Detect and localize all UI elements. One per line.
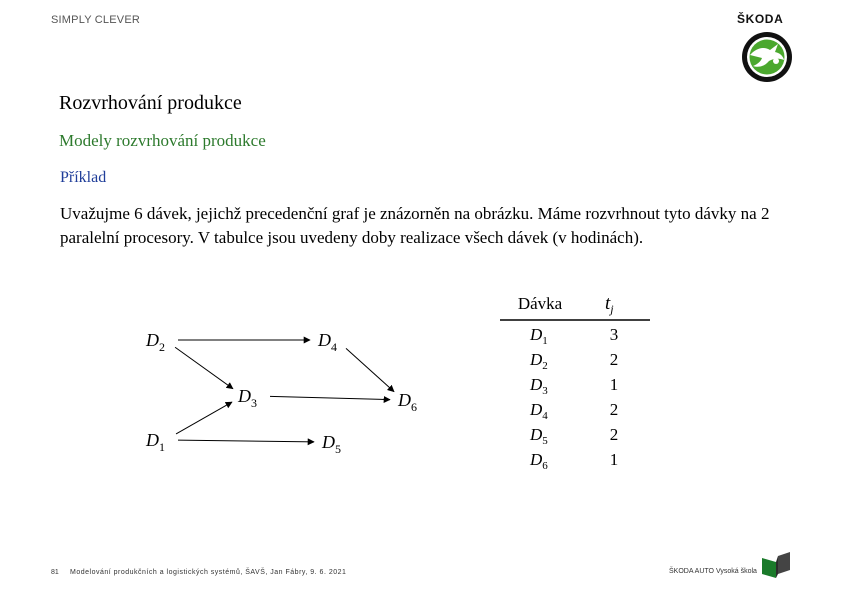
table-time-cell: 1: [609, 450, 619, 469]
footer-brand: ŠKODA AUTO Vysoká škola: [669, 568, 757, 575]
table-batch-cell: $D_6$: [530, 450, 548, 472]
edge-D2-D3: [175, 347, 233, 388]
header-tagline: SIMPLY CLEVER: [51, 14, 141, 26]
table-time-cell: 2: [609, 350, 619, 369]
node-D1: $D_1$: [146, 430, 165, 454]
node-D2: $D_2$: [146, 330, 165, 354]
example-label: Příklad: [60, 169, 107, 186]
table-time-cell: 2: [609, 425, 619, 444]
slide-title: Rozvrhování produkce: [59, 92, 242, 114]
problem-statement: Uvažujme 6 dávek, jejichž precedenční graf je znázorněn na obrázku. Máme rozvrhnout tyto dávky na 2 paralelní procesory. V tabulce jsou uvedeny doby realizace všech dávek (v hodinách).: [60, 204, 770, 247]
node-D6: $D_6$: [398, 390, 417, 414]
table-batch-cell: $D_3$: [530, 375, 548, 397]
table-time-cell: 2: [609, 400, 619, 419]
graph-nodes: [145, 330, 417, 456]
processing-time-table: [500, 288, 660, 488]
university-flag-icon: [760, 552, 794, 580]
table-batch-cell: $D_1$: [530, 325, 548, 347]
table-header-batch: Dávka: [517, 294, 563, 313]
page-number: 81: [51, 569, 59, 576]
table-rows: [529, 325, 618, 472]
table-time-cell: 3: [609, 325, 619, 344]
graph-edges: [175, 340, 394, 442]
node-D5: $D_5$: [322, 432, 341, 456]
edge-D1-D3: [176, 402, 232, 434]
brand-wordmark: ŠKODA: [737, 12, 784, 26]
table-batch-cell: $D_2$: [530, 350, 548, 372]
edge-D4-D6: [346, 348, 394, 391]
table-header-time: $t_j$: [605, 293, 614, 316]
slide-subtitle: Modely rozvrhování produkce: [59, 131, 266, 150]
footer-text: Modelování produkčních a logistických systémů, ŠAVŠ, Jan Fábry, 9. 6. 2021: [70, 569, 347, 576]
table-batch-cell: $D_4$: [530, 400, 548, 422]
node-D3: $D_3$: [238, 386, 257, 410]
skoda-logo-icon: [740, 30, 794, 84]
node-D4: $D_4$: [318, 330, 337, 354]
precedence-graph: [120, 300, 460, 470]
edge-D3-D6: [270, 396, 390, 399]
table-batch-cell: $D_5$: [530, 425, 548, 447]
edge-D1-D5: [178, 440, 314, 442]
table-time-cell: 1: [609, 375, 619, 394]
